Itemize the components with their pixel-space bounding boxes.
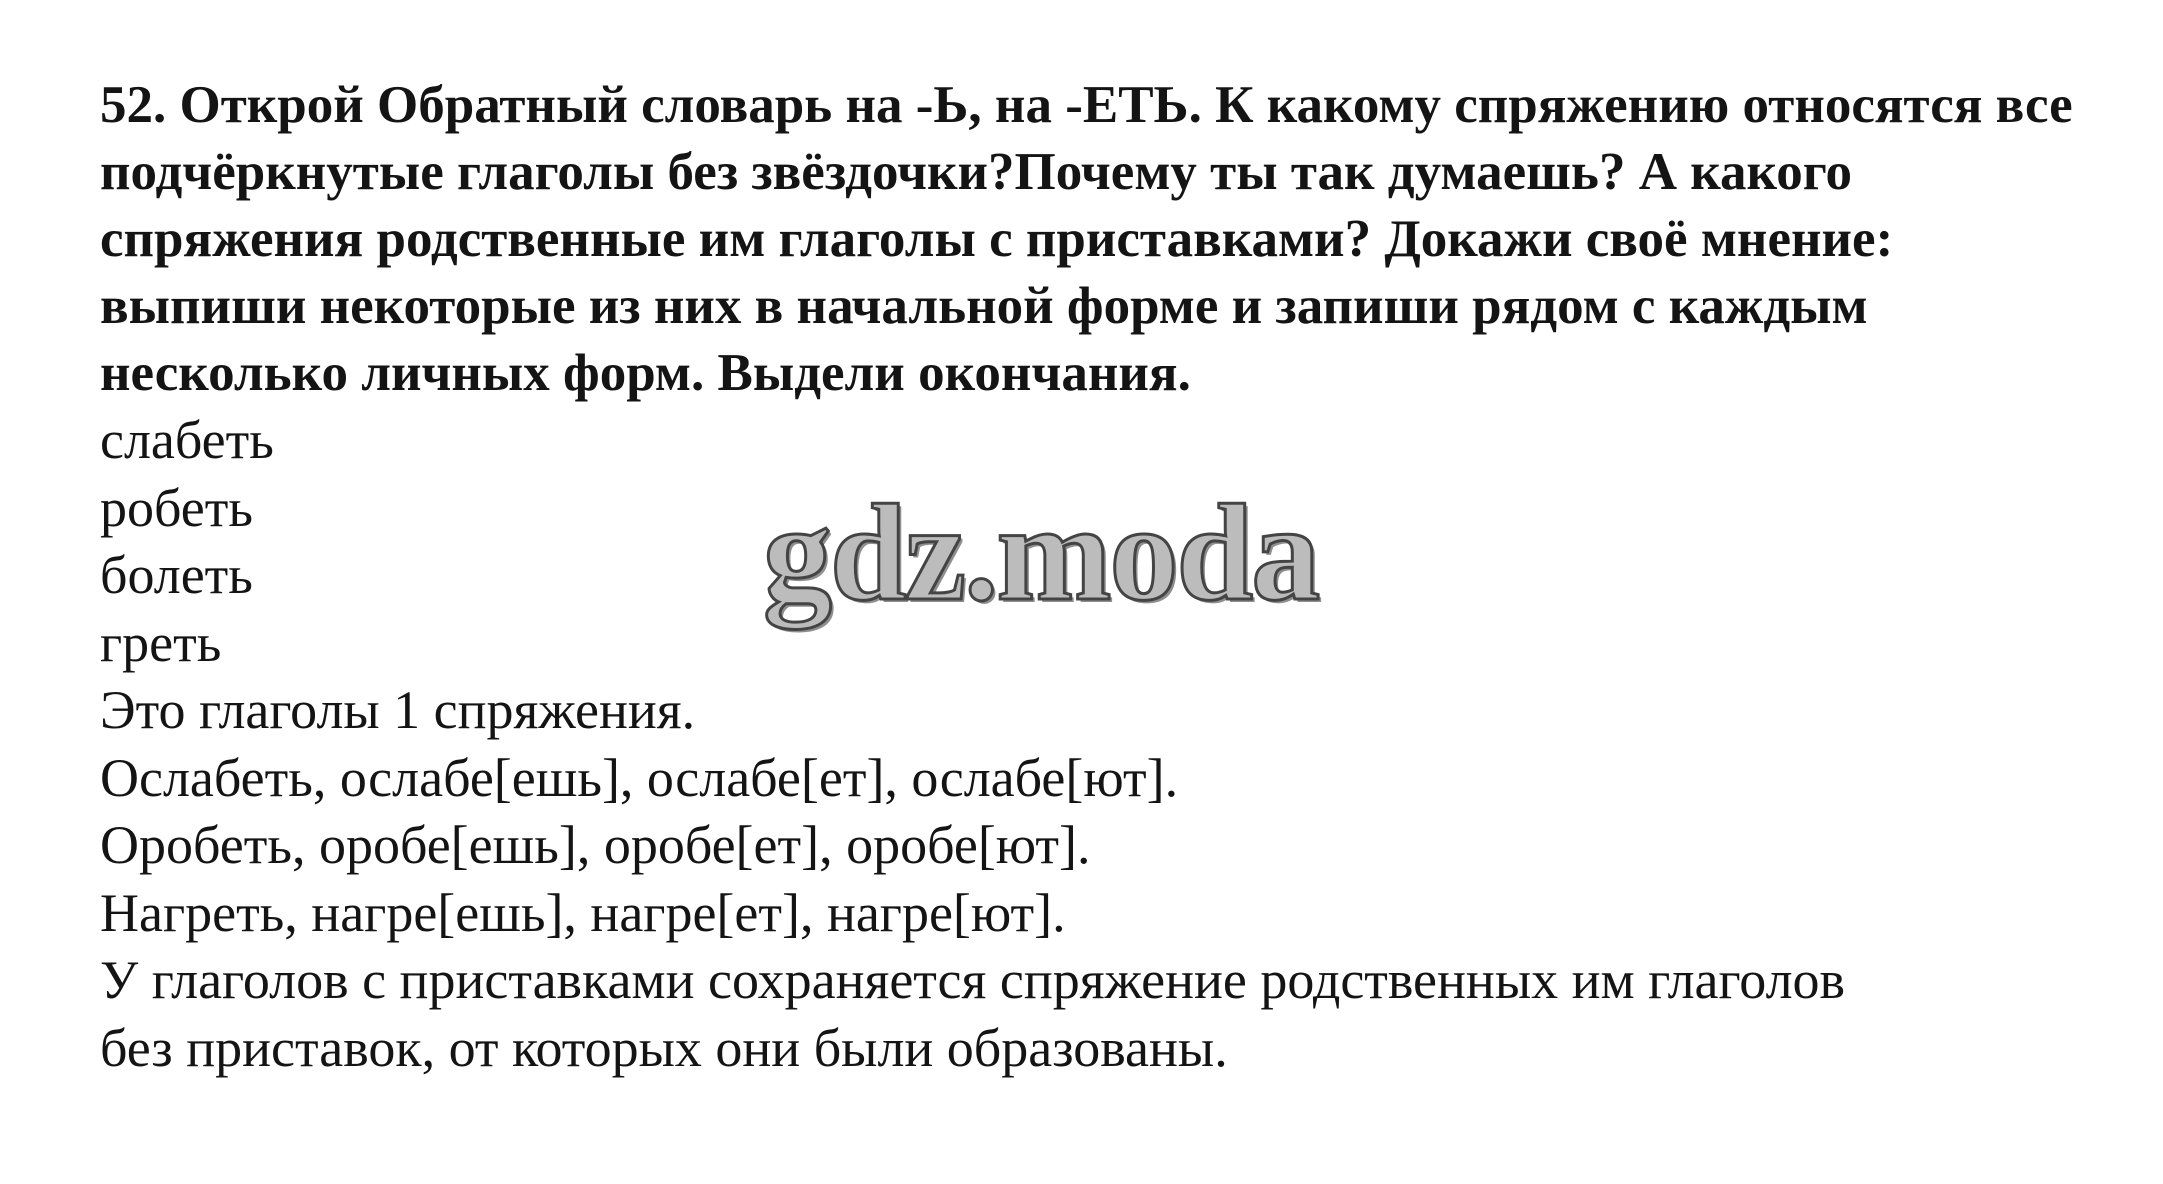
answer-forms-oslabet: Ослабеть, ослабе[ешь], ослабе[ет], ослабе[ют]. [100,747,1179,808]
answer-word-bolet: болеть [100,545,253,605]
answer-forms-orobet: Оробеть, оробе[ешь], оробе[ет], оробе[ют]. [100,815,1091,875]
answer-conclusion-line-1: У глаголов с приставками сохраняется спряжение родственных им глаголов [100,950,1846,1010]
answer-conclusion-line-2: без приставок, от которых они были образованы. [100,1017,1228,1078]
answer-word-gret: греть [100,612,222,673]
answer-forms-nagret: Нагреть, нагре[ешь], нагре[ет], нагре[ют]. [100,882,1066,943]
task-statement: 52. Открой Обратный словарь на -Ь, на -ЕТЬ. К какому спряжению относятся все подчёркнутые глаголы без звёздочки?Почему ты так думаешь? А какого спряжения родственные им глаголы с приставками? Докажи своё мнение: выпиши некоторые из них в начальной форме и запиши рядом с каждым несколько личных форм. Выдели окончания. [100,76,2073,402]
answer-word-slabet: слабеть [100,410,274,470]
answer-word-robet: робеть [100,477,253,538]
watermark-logo: gdz.moda [763,476,1319,629]
answer-conjugation-statement: Это глаголы 1 спряжения. [100,680,696,740]
